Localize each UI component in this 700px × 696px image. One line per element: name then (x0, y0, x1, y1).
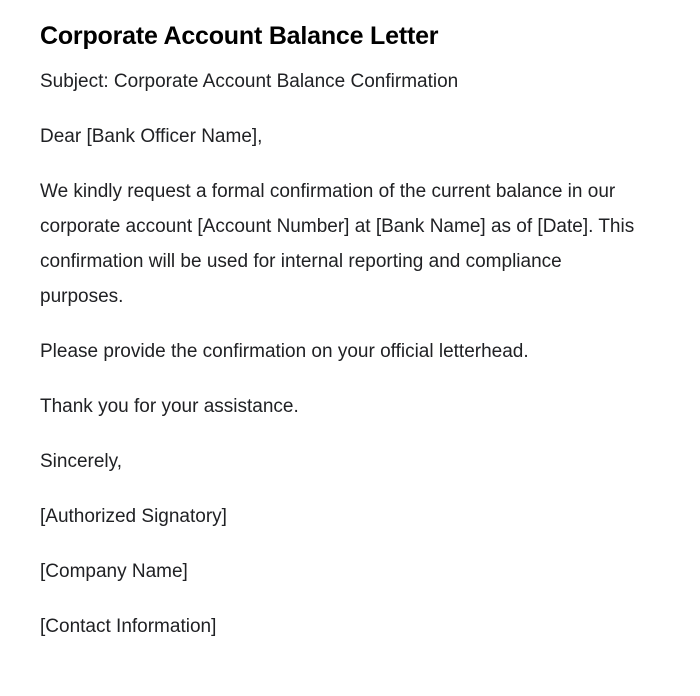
thanks-line: Thank you for your assistance. (40, 396, 299, 417)
company-placeholder: [Company Name] (40, 561, 188, 582)
body-paragraph: We kindly request a formal confirmation of the current balance in our corporate account [Account Number] at [Bank Name] as of [Date]. This confirmation will be used for internal reporting and compliance purposes. (40, 181, 635, 307)
page-title: Corporate Account Balance Letter (40, 22, 439, 50)
signatory-placeholder: [Authorized Signatory] (40, 506, 227, 527)
salutation-line: Dear [Bank Officer Name], (40, 126, 263, 147)
letterhead-request-line: Please provide the confirmation on your official letterhead. (40, 341, 529, 362)
contact-placeholder: [Contact Information] (40, 616, 217, 637)
closing-line: Sincerely, (40, 451, 123, 472)
subject-line: Subject: Corporate Account Balance Confirmation (40, 71, 459, 92)
